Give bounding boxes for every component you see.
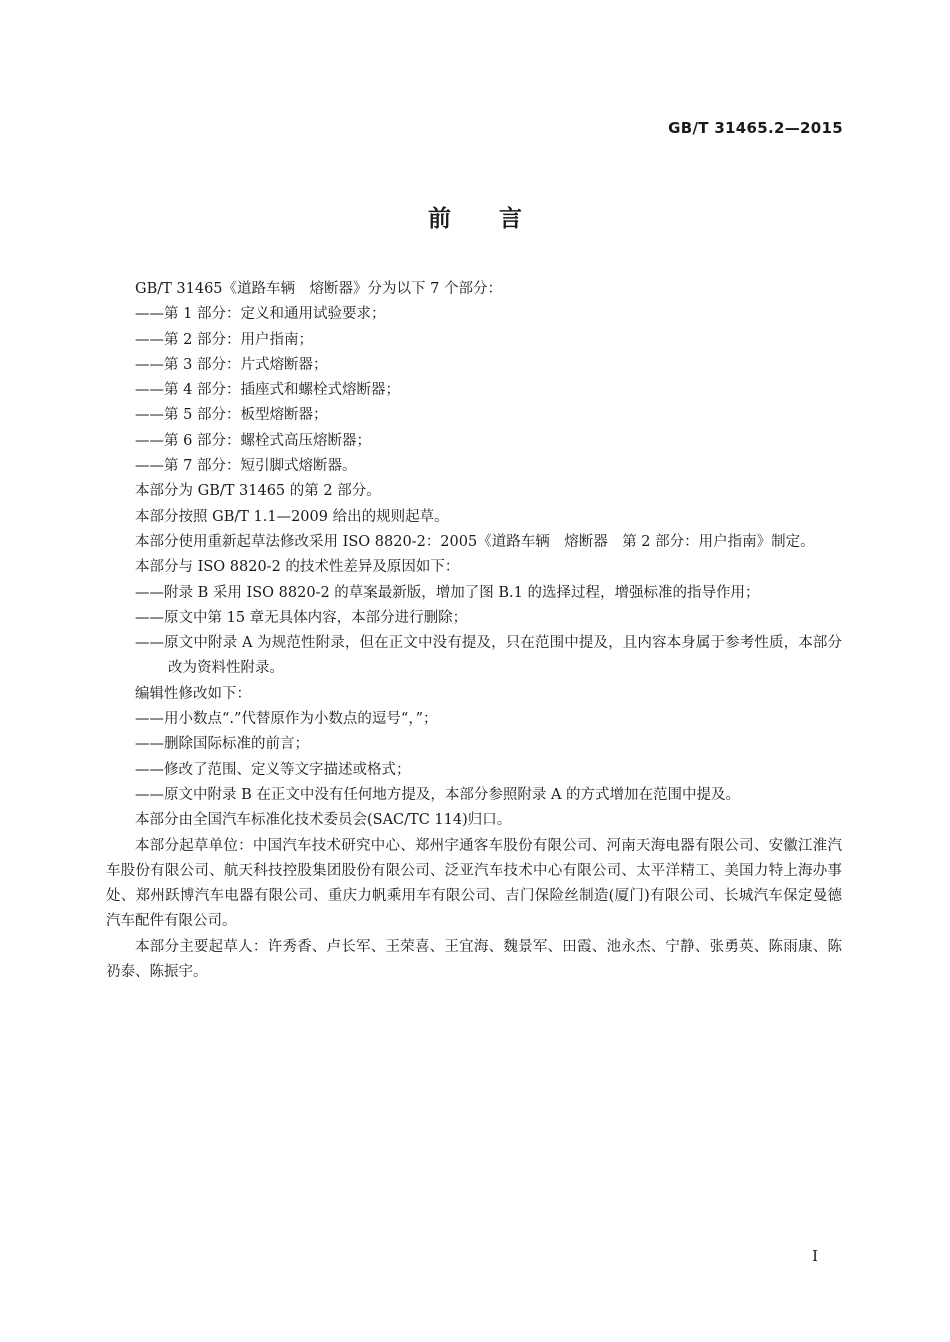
list-item: ——修改了范围、定义等文字描述或格式； [135, 761, 411, 778]
list-item: ——附录 B 采用 ISO 8820-2 的草案最新版，增加了图 B.1 的选择过程，增强标准的指导作用； [135, 584, 760, 601]
paragraph: 本部分主要起草人：许秀香、卢长军、王荣喜、王宜海、魏景军、田霞、池永杰、宁静、张勇英、陈雨康、陈礽泰、陈振宇。 [106, 938, 842, 981]
foreword-body [106, 277, 842, 985]
list-item: ——第 4 部分：插座式和螺栓式熔断器； [135, 382, 400, 399]
list-item: ——原文中附录 B 在正文中没有任何地方提及，本部分参照附录 A 的方式增加在范围中提及。 [135, 786, 741, 803]
list-item: ——第 6 部分：螺栓式高压熔断器； [135, 432, 371, 449]
page-number: I [812, 1247, 818, 1265]
paragraph: GB/T 31465《道路车辆 熔断器》分为以下 7 个部分： [135, 281, 502, 297]
list-item: ——第 7 部分：短引脚式熔断器。 [135, 458, 357, 475]
list-item: ——第 5 部分：板型熔断器； [135, 407, 328, 424]
list-item: ——原文中附录 A 为规范性附录，但在正文中没有提及，只在范围中提及，且内容本身属于参考性质，本部分改为资料性附录。 [135, 635, 842, 677]
paragraph: 本部分使用重新起草法修改采用 ISO 8820-2：2005《道路车辆 熔断器 第 2 部分：用户指南》制定。 [135, 533, 815, 550]
list-item: ——删除国际标准的前言； [135, 736, 309, 753]
paragraph: 本部分与 ISO 8820-2 的技术性差异及原因如下： [135, 559, 460, 576]
paragraph: 本部分起草单位：中国汽车技术研究中心、郑州宇通客车股份有限公司、河南天海电器有限公司、安徽江淮汽车股份有限公司、航天科技控股集团股份有限公司、泛亚汽车技术中心有限公司、太平洋精工、美国力特上海办事处、郑州跃博汽车电器有限公司、重庆力帆乘用车有限公司、吉门保险丝制造(厦门)有限公司、长城汽车保定曼德汽车配件有限公司。 [106, 837, 842, 930]
list-item: ——第 1 部分：定义和通用试验要求； [135, 306, 386, 323]
list-item: ——用小数点“.”代替原作为小数点的逗号“，”； [135, 711, 438, 728]
paragraph: 本部分由全国汽车标准化技术委员会(SAC/TC 114)归口。 [135, 812, 512, 829]
paragraph: 本部分为 GB/T 31465 的第 2 部分。 [135, 483, 381, 500]
paragraph: 本部分按照 GB/T 1.1—2009 给出的规则起草。 [135, 508, 449, 525]
paragraph: 编辑性修改如下： [135, 685, 251, 702]
page-title: 前言 [428, 206, 570, 232]
list-item: ——第 2 部分：用户指南； [135, 331, 313, 348]
standard-code: GB/T 31465.2—2015 [668, 119, 843, 137]
list-item: ——原文中第 15 章无具体内容，本部分进行删除； [135, 609, 468, 626]
list-item: ——第 3 部分：片式熔断器； [135, 356, 328, 373]
